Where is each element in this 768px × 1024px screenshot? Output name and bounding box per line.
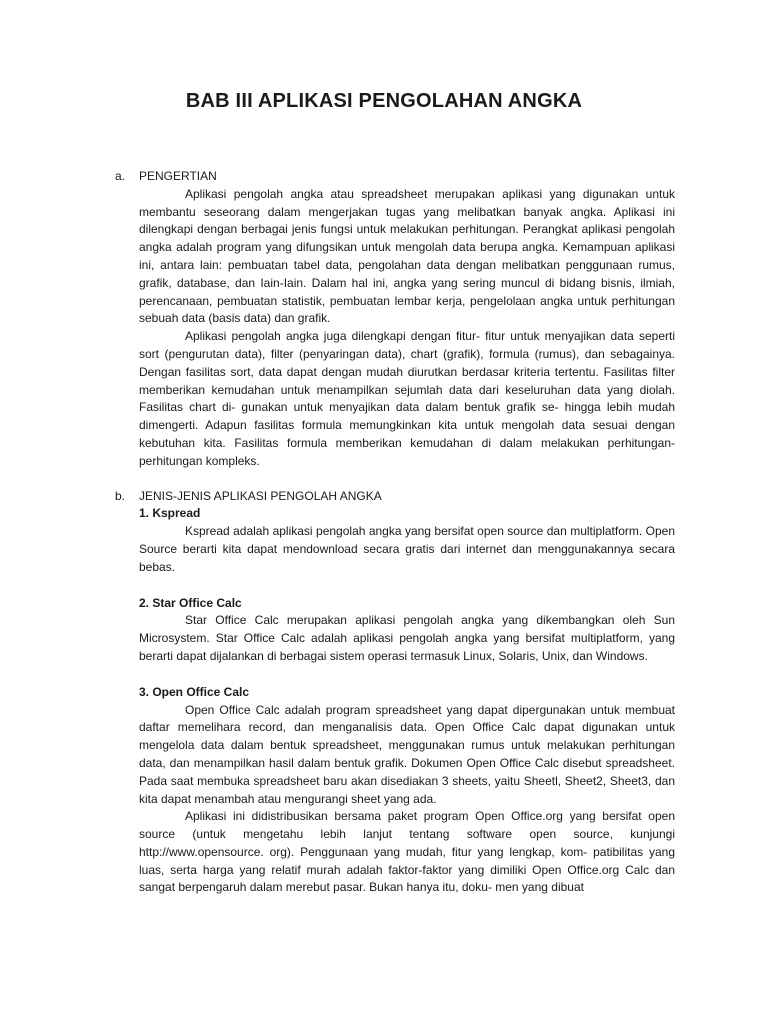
- section-marker: a.: [115, 169, 126, 183]
- section-jenis-jenis: [115, 488, 675, 898]
- paragraph: Open Office Calc adalah program spreadsheet yang dapat dipergunakan untuk membuat daftar memelihara record, dan menganalisis data. Open Office Calc dapat digunakan untuk mengelola data dalam bentuk spreadsheet, menggunakan rumus untuk melakukan perhitungan data, dan menampilkan hasil dalam bentuk grafik. Dokumen Open Office Calc disebut spreadsheet. Pada saat membuka spreadsheet baru akan disediakan 3 sheets, yaitu Sheetl, Sheet2, Sheet3, dan kita dapat menambah atau mengurangi sheet yang ada.: [139, 702, 675, 806]
- subsection-heading-open-office-calc: 3. Open Office Calc: [139, 684, 250, 699]
- document-content: [115, 168, 675, 897]
- section-pengertian: [115, 168, 675, 471]
- paragraph: Aplikasi pengolah angka atau spreadsheet merupakan aplikasi yang digunakan untuk membantu seseorang dalam mengerjakan tugas yang melibatkan banyak angka. Aplikasi ini dilengkapi dengan berbagai jenis fungsi untuk melakukan perhitungan. Perangkat aplikasi pengolah angka adalah program yang difungsikan untuk mengolah data berupa angka. Kemampuan aplikasi ini, antara lain: pembuatan tabel data, pengolahan data dengan melibatkan penggunaan rumus, grafik, database, dan Iain-Iain. Dalam hal ini, angka yang sering muncul di bidang bisnis, ilmiah, perencanaan, pembuatan statistik, pembuatan lembar kerja, pengelolaan angka untuk perhitungan sebuah data (basis data) dan grafik.: [139, 186, 675, 326]
- paragraph: Aplikasi pengolah angka juga dilengkapi dengan fitur- fitur untuk menyajikan data seperti sort (pengurutan data), filter (penyaringan data), chart (grafik), formula (rumus), dan sebagainya. Dengan fasilitas sort, data dapat dengan mudah diurutkan berdasar kriteria tertentu. Fasilitas filter memberikan kemudahan untuk menampilkan sejumlah data dari keseluruhan data yang diolah. Fasilitas chart di- gunakan untuk menyajikan data dalam bentuk grafik se- hingga lebih mudah dimengerti. Adapun fasilitas formula memungkinkan kita untuk mengolah data sesuai dengan kebutuhan kita. Fasilitas formula memberikan kemudahan di dalam melakukan perhitungan-perhitungan kompleks.: [139, 329, 675, 468]
- paragraph: Kspread adalah aplikasi pengolah angka yang bersifat open source dan multiplatform. Open Source berarti kita dapat mendownload secara gratis dari internet dan menggunakannya secara bebas.: [139, 524, 675, 574]
- paragraph: Aplikasi ini didistribusikan bersama paket program Open Office.org yang bersifat open source (untuk mengetahu lebih lanjut tentang software open source, kunjungi http://www.opensource. org). Penggunaan yang mudah, fitur yang lengkap, kom- patibilitas yang luas, serta harga yang relatif murah adalah faktor-faktor yang dimiliki Open Office.org Calc dan sangat berpengaruh dalam merebut pasar. Bukan hanya itu, doku- men yang dibuat: [139, 809, 675, 895]
- section-heading: PENGERTIAN: [139, 169, 217, 183]
- document-title: BAB III APLIKASI PENGOLAHAN ANGKA: [185, 90, 583, 112]
- section-marker: b.: [115, 488, 126, 503]
- subsection-heading-kspread: 1. Kspread: [139, 506, 201, 521]
- section-heading: JENIS-JENIS APLIKASI PENGOLAH ANGKA: [139, 488, 382, 503]
- subsection-heading-star-office-calc: 2. Star Office Calc: [139, 595, 242, 610]
- paragraph: Star Office Calc merupakan aplikasi pengolah angka yang dikembangkan oleh Sun Microsystem. Star Office Calc adalah aplikasi pengolah angka yang bersifat multiplatform, yang berarti dapat dijalankan di berbagai sistem operasi termasuk Linux, Solaris, Unix, dan Windows.: [139, 613, 675, 663]
